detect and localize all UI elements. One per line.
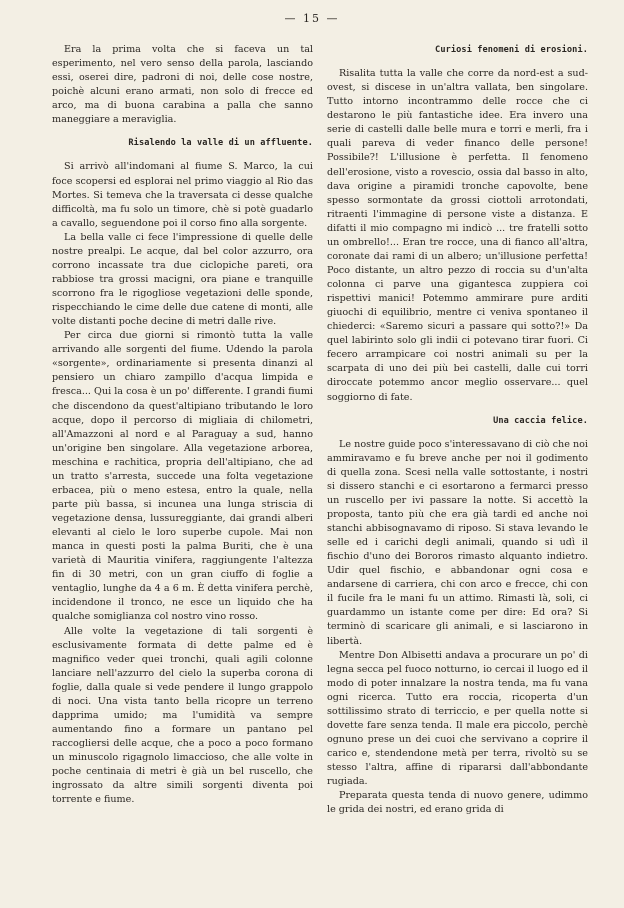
paragraph: Alle volte la vegetazione di tali sorgenti è esclusivamente formata di dette palme ed è magnifico veder quei tronchi, quali agili colonne lanciare nell'azzurro del cielo la superba corona di foglie, dalla quale si vede pendere il lungo grappolo di noci. Una vista tanto bella ricopre un terreno dapprima umido; ma l'umidità va sempre aumentando fino a formare un pantano pel raccogliersi delle acque, che a poco a poco formano un minuscolo rigagnolo limaccioso, che alle volte in poche centinaia di metri è già un bel ruscello, che ingrossato da altre simili sorgenti diventa poi torrente e fiume.	[52, 625, 313, 806]
paragraph: Mentre Don Albisetti andava a procurare un po' di legna secca pel fuoco notturno, io cercai il luogo ed il modo di poter innalzare la nostra tenda, ma fu vana ogni ricerca. Tutto era roccia, ricoperta d'un sottilissimo strato di terriccio, e per quella notte si dovette fare senza tenda. Il male era piccolo, perchè ognuno prese un dei cuoi che servivano a coprire il carico e, stendendone metà per terra, rivoltò su se stesso l'altra, affine di ripararsi dall'abbondante rugiada.	[327, 649, 588, 788]
paragraph: Preparata questa tenda di nuovo genere, udimmo le grida dei nostri, ed erano grida di	[327, 790, 588, 816]
paragraph: Le nostre guide poco s'interessavano di ciò che noi ammiravamo e fu breve anche per noi il godimento di quella zona. Scesi nella valle sottostante, i nostri si dissero stanchi e ci esortarono a fermarci presso un ruscello per ivi passare la notte. Si accettò la proposta, tanto più che era già tardi ed anche noi stanchi abbisognavamo di riposo. Si stava levando le selle ed i carichi degli animali, quando si udì il fischio d'uno dei Bororos rimasto alquanto indietro. Udir quel fischio, e abbandonar ogni cosa e andarsene di carriera, chi con arco e frecce, chi con il fucile fra le mani fu un attimo. Rimasti là, soli, ci guardammo un istante come per dire: Ed ora? Si terminò di scaricare gli animali, e si lasciarono in libertà.	[327, 438, 588, 647]
page-number: — 15 —	[284, 12, 340, 25]
right-column	[327, 43, 588, 817]
section-heading: Una caccia felice.	[493, 415, 588, 426]
paragraph: Era la prima volta che si faceva un tal esperimento, nel vero senso della parola, lasciando essi, oserei dire, padroni di noi, delle cose nostre, poichè alcuni erano armati, non solo di frecce ed arco, ma di buona carabina a palla che sanno maneggiare a meraviglia.	[52, 44, 313, 126]
paragraph: La bella valle ci fece l'impressione di quelle delle nostre prealpi. Le acque, dal bel color azzurro, ora corrono incassate tra due ciclopiche pareti, ora rabbiose tra grossi macigni, ora piane e tranquille scorrono fra le rigogliose vegetazioni delle sponde, rispecchiando le cime delle due catene di monti, alle volte distanti poche decine di metri dalle rive.	[52, 231, 313, 328]
paragraph: Si arrivò all'indomani al fiume S. Marco, la cui foce scopersi ed esplorai nel primo viaggio al Rio das Mortes. Si temeva che la traversata ci desse qualche difficoltà, ma fu solo un timore, chè si potè guadarlo a cavallo, seguendone poi il corso fino alla sorgente.	[52, 161, 313, 229]
paragraph: Per circa due giorni si rimontò tutta la valle arrivando alle sorgenti del fiume. Udendo la parola «sorgente», ordinariamente si presenta dinanzi al pensiero un chiaro zampillo d'acqua limpida e fresca... Qui la cosa è un po' differente. I grandi fiumi che discendono da quest'altipiano tributando le loro acque, dopo il percorso di migliaia di chilometri, all'Amazzoni al nord e al Paraguay a sud, hanno un'origine ben singolare. Alla vegetazione arborea, meschina e rachitica, propria dell'altipiano, che ad un tratto s'arresta, succede una folta vegetazione erbacea, più o meno estesa, entro la quale, nella parte più bassa, si incunea una lunga striscia di vegetazione densa, lussureggiante, dai grandi alberi elevanti al cielo le loro superbe cupole. Mai non manca in questi posti la palma Buriti, che è una varietà di Mauritia vinifera, raggiungente l'altezza fin di 30 metri, con un gran ciuffo di foglie a ventaglio, lunghe da 4 a 6 m. È detta vinifera perchè, incidendone il tronco, ne esce un liquido che ha qualche somiglianza col nostro vino rosso.	[52, 330, 313, 623]
left-column	[52, 43, 313, 807]
section-heading: Curiosi fenomeni di erosioni.	[435, 45, 588, 55]
paragraph: Risalita tutta la valle che corre da nord-est a sud-ovest, si discese in un'altra vallata, ben singolare. Tutto intorno incontrammo delle rocce che ci destarono le più fantastiche idee. Era invero una serie di castelli dalle belle mura e torri e merli, fra i quali pareva di veder financo delle persone! Possibile?! L'illusione è perfetta. Il fenomeno dell'erosione, visto a rovescio, ossia dal basso in alto, dava origine a piramidi tronche capovolte, bene spesso sormontate da grossi ciottoli arrotondati, ritraenti l'immagine di persone viste a distanza. E difatti il mio compagno mi indicò ... tre fratelli sotto un ombrello!... Eran tre rocce, una di fianco all'altra, coronate dai rami di un albero; un'illusione perfetta! Poco distante, un altro pezzo di roccia su d'un'alta colonna ci parve una gigantesca zuppiera coi rispettivi manici! Potemmo ammirare pure arditi giuochi di equilibrio, mentre ci veniva spontaneo il chiederci: «Saremo sicuri a passare qui sotto?!» Da quel labirinto solo gli indii ci potevano tirar fuori. Ci fecero arrampicare coi nostri animali su per la scarpata di uno dei più bei castelli, dalle cui torri diroccate potemmo ancor meglio osservare... quel soggiorno di fate.	[327, 68, 588, 403]
section-heading: Risalendo la valle di un affluente.	[128, 138, 313, 149]
